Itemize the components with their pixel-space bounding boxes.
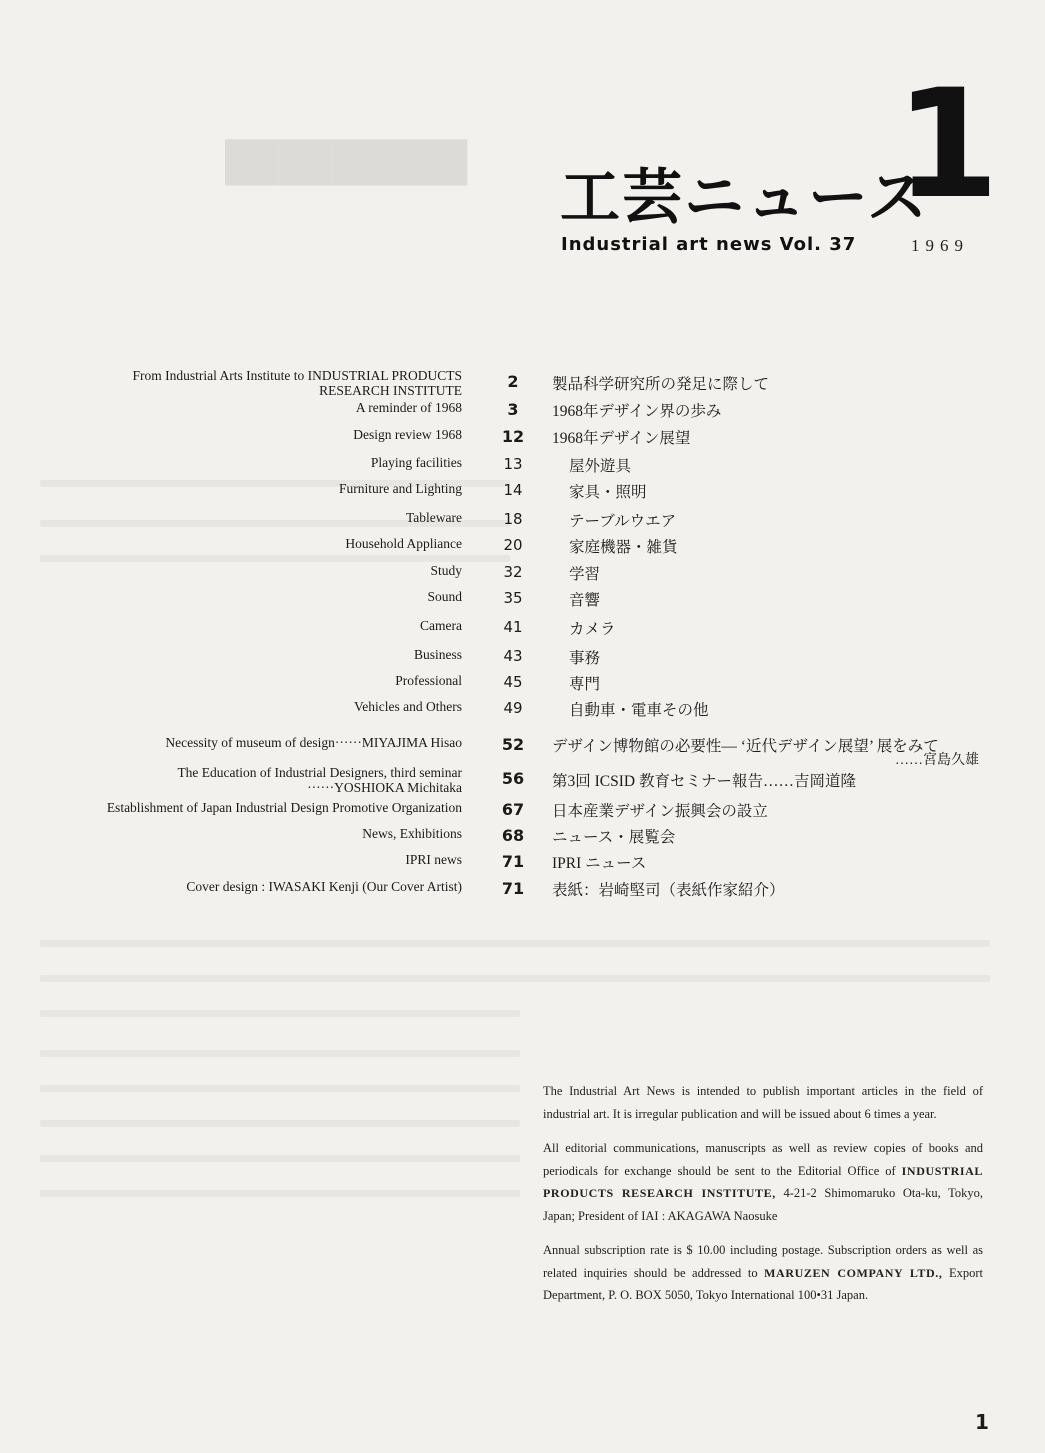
toc-page-number: 18 [503, 510, 523, 528]
toc-page-number: 35 [503, 589, 523, 607]
toc-english-title [345, 536, 462, 551]
toc-english-title [362, 826, 462, 841]
toc-english-line: Household Appliance [345, 536, 462, 551]
info-distributor-address: Export Department, P. O. BOX 5050, Tokyo International 100•31 Japan. [543, 1265, 984, 1302]
toc-japanese-title: 1968年デザイン界の歩み [552, 403, 722, 420]
toc-page-number: 49 [503, 699, 523, 717]
toc-japanese-title: デザイン博物館の必要性— ‘近代デザイン展望’ 展をみて [552, 738, 939, 755]
toc-english-title [356, 400, 462, 415]
info-institute-name: INDUSTRIAL PRODUCTS RESEARCH INSTITUTE, [543, 1163, 984, 1200]
toc-japanese-title: 家庭機器・雑貨 [569, 539, 678, 556]
toc-english-title [186, 879, 462, 894]
toc-page-number: 12 [501, 427, 525, 446]
bleed-through-line [40, 555, 510, 562]
toc-page-number: 45 [503, 673, 523, 691]
toc-english-title [339, 481, 462, 496]
info-editorial-text: All editorial communications, manuscripts as well as review copies of books and periodicals for exchange should be sent to the Editorial Office of [543, 1141, 983, 1178]
toc-japanese-title: 1968年デザイン展望 [552, 430, 691, 447]
toc-english-title [354, 699, 462, 714]
toc-english-line: Cover design : IWASAKI Kenji (Our Cover Artist) [186, 879, 462, 894]
toc-japanese-title: 専門 [569, 676, 601, 693]
toc-page-number: 41 [503, 618, 523, 636]
toc-japanese-title: 日本産業デザイン振興会の設立 [552, 803, 768, 820]
toc-english-title [165, 735, 462, 750]
toc-english-title [353, 427, 462, 442]
info-address: 4-21-2 Shimomaruko Ota-ku, Tokyo, Japan; President of IAI : AKAGAWA Naosuke [543, 1186, 983, 1223]
publication-info [543, 1080, 983, 1319]
toc-japanese-title: 学習 [569, 566, 601, 583]
toc-english-line: Vehicles and Others [354, 699, 462, 714]
bleed-through-line [40, 1010, 520, 1017]
toc-english-line: Professional [395, 673, 462, 688]
bleed-through-line [40, 1120, 520, 1127]
toc-page-number: 14 [503, 481, 523, 499]
toc-page-number: 43 [503, 647, 523, 665]
toc-japanese-title: テーブルウエア [569, 513, 677, 530]
toc-japanese-title: IPRI ニュース [552, 855, 647, 872]
toc-english-line: Establishment of Japan Industrial Design Promotive Organization [106, 800, 462, 815]
toc-page-number: 3 [507, 400, 519, 419]
bleed-through-line [40, 1050, 520, 1057]
magazine-subtitle: Industrial art news Vol. 37 [561, 234, 857, 255]
toc-english-line: Study [430, 563, 462, 578]
toc-english-line: ······YOSHIOKA Michitaka [307, 780, 462, 795]
toc-page-number: 56 [501, 769, 525, 788]
toc-english-title [177, 765, 462, 795]
toc-page-number: 20 [503, 536, 523, 554]
toc-page-number: 71 [501, 879, 525, 898]
toc-english-title [414, 647, 462, 662]
toc-english-title [107, 800, 462, 815]
toc-english-title [395, 673, 462, 688]
toc-english-line: Design review 1968 [353, 427, 462, 442]
toc-english-line: News, Exhibitions [362, 826, 462, 841]
toc-page-number: 67 [501, 800, 525, 819]
toc-japanese-title: 事務 [569, 650, 601, 667]
info-paragraph-editorial [543, 1137, 983, 1227]
info-distributor-name: MARUZEN COMPANY LTD., [764, 1265, 943, 1280]
info-subscription-text: Annual subscription rate is $ 10.00 including postage. Subscription orders as well as related inquiries should be addressed to [543, 1243, 983, 1280]
issue-number: 1 [895, 58, 1000, 232]
toc-japanese-title: カメラ [569, 621, 616, 638]
toc-english-line: RESEARCH INSTITUTE [319, 383, 462, 398]
toc-english-line: Camera [420, 618, 462, 633]
info-paragraph-purpose: The Industrial Art News is intended to publish important articles in the field of industrial art. It is irregular publication and will be issued about 6 times a year. [543, 1084, 983, 1121]
bleed-through-line [40, 1155, 520, 1162]
page-number: 1 [975, 1410, 989, 1434]
toc-page-number: 68 [501, 826, 525, 845]
toc-english-line: Furniture and Lighting [339, 481, 462, 496]
toc-japanese-title: 製品科学研究所の発足に際して [552, 376, 770, 393]
toc-page-number: 2 [507, 372, 519, 391]
toc-page-number: 13 [503, 455, 523, 473]
bleed-through-line [40, 975, 990, 982]
bleed-through-line [40, 1085, 520, 1092]
issue-year: 1969 [911, 236, 969, 255]
toc-english-title [132, 368, 462, 398]
toc-japanese-title: 第3回 ICSID 教育セミナー報告……吉岡道隆 [552, 773, 856, 790]
toc-english-title [406, 510, 462, 525]
toc-english-line: From Industrial Arts Institute to INDUSTRIAL PRODUCTS [132, 368, 462, 383]
toc-japanese-title: 家具・照明 [569, 484, 647, 501]
toc-english-title [420, 618, 462, 633]
toc-page-number: 32 [503, 563, 523, 581]
toc-english-line: The Education of Industrial Designers, third seminar [177, 765, 462, 780]
magazine-title: 工芸ニュース [560, 163, 929, 233]
toc-english-title [430, 563, 462, 578]
toc-english-title [371, 455, 462, 470]
toc-english-line: Sound [427, 589, 462, 604]
toc-english-title [427, 589, 462, 604]
toc-english-line: IPRI news [405, 852, 462, 867]
toc-japanese-title: 屋外遊具 [569, 458, 632, 475]
toc-japanese-author: ……宮島久雄 [895, 753, 979, 768]
toc-english-line: A reminder of 1968 [355, 400, 462, 415]
toc-japanese-title: ニュース・展覧会 [552, 829, 676, 846]
bleed-through-line [40, 1190, 520, 1197]
toc-japanese-title: 表紙：岩崎堅司（表紙作家紹介） [552, 882, 785, 899]
toc-english-line: Necessity of museum of design······MIYAJIMA Hisao [165, 735, 462, 750]
toc-english-line: Tableware [405, 510, 462, 525]
toc-japanese-title: 自動車・電車その他 [569, 702, 709, 719]
toc-english-line: Business [413, 647, 462, 662]
toc-english-line: Playing facilities [370, 455, 462, 470]
toc-english-title [405, 852, 462, 867]
toc-page-number: 71 [501, 852, 525, 871]
bleed-through-line [40, 940, 990, 947]
toc-page-number: 52 [501, 735, 525, 754]
bleed-through-heading: █████████ [225, 141, 468, 183]
toc-japanese-title: 音響 [569, 592, 601, 609]
info-paragraph-subscription [543, 1239, 983, 1307]
